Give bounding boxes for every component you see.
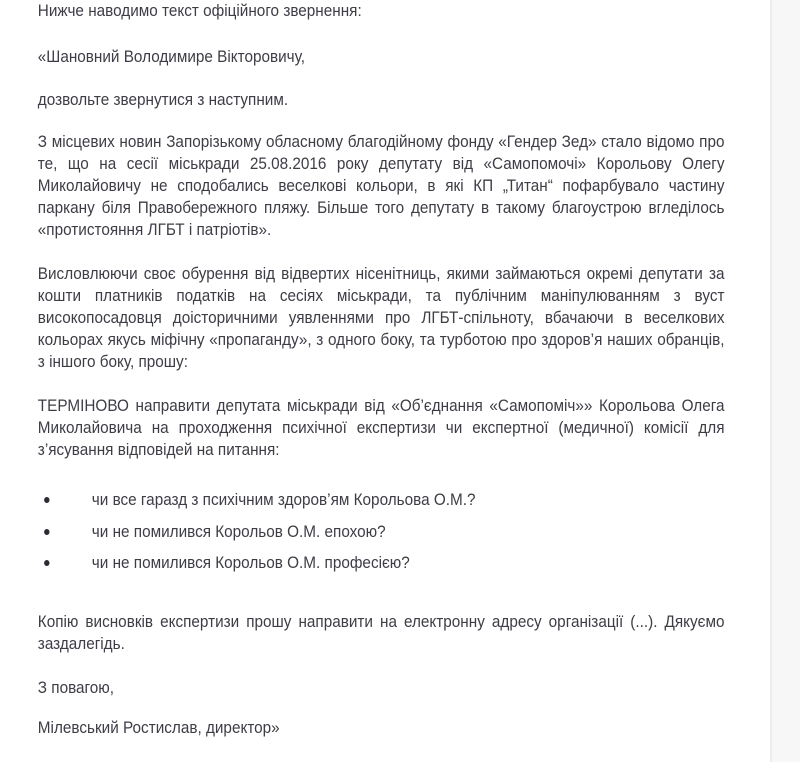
question-text: чи не помилився Корольов О.М. епохою?	[91, 521, 386, 541]
question-text: чи все гаразд з психічним здоров’ям Корольова О.М.?	[91, 490, 476, 509]
opening-line: дозвольте звернутися з наступним.	[37, 90, 289, 109]
bullet-icon	[44, 497, 49, 503]
intro-line: Нижче наводимо текст офіційного звернення:	[37, 1, 362, 20]
signoff-line: З повагою,	[37, 678, 115, 697]
questions-list	[38, 489, 725, 574]
question-text: чи не помилився Корольов О.М. професією?	[91, 553, 410, 572]
paragraph-news: З місцевих новин Запорізькому обласному благодійному фонду «Гендер Зед» стало відомо про те, що на сесії міськради 25.08.2016 року депутату від «Самопомочі» Корольову Олегу Миколайовичу не сподобались веселкові кольори, в які КП „Титан“ пофарбувало частину паркану біля Правобережного пляжу. Більше того депутату в такому благоустрою вгледілось «протистояння ЛГБТ і патріотів».	[37, 132, 725, 239]
question-item	[38, 521, 725, 543]
bullet-icon	[44, 529, 49, 535]
paragraph-closing: Копію висновків експертизи прошу направити на електронну адресу організації (...). Дякуємо заздалегідь.	[37, 612, 725, 653]
question-item	[38, 489, 725, 511]
bullet-icon	[44, 560, 49, 566]
salutation-line: «Шановний Володимире Вікторовичу,	[37, 47, 306, 66]
paragraph-outrage: Висловлюючи своє обурення від відвертих нісенітниць, якими займаються окремі депутати за кошти платників податків на сесіях міськради, та публічним маніпулюванням з вуст високопосадовця доісторичними уявленнями про ЛГБТ-спільноту, вбачаючи в веселкових кольорах якусь міфічну «пропаганду», з одного боку, та турботою про здоров’я наших обранців, з іншого боку, прошу:	[37, 264, 725, 371]
right-gutter	[770, 0, 800, 762]
question-item	[38, 552, 725, 574]
paragraph-demand: ТЕРМІНОВО направити депутата міськради від «Об’єднання «Самопоміч»» Корольова Олега Миколайовича на проходження психічної експертизи чи експертної (медичної) комісії для з’ясування відповідей на питання:	[37, 396, 725, 459]
signature-line: Мілевський Ростислав, директор»	[37, 718, 280, 737]
